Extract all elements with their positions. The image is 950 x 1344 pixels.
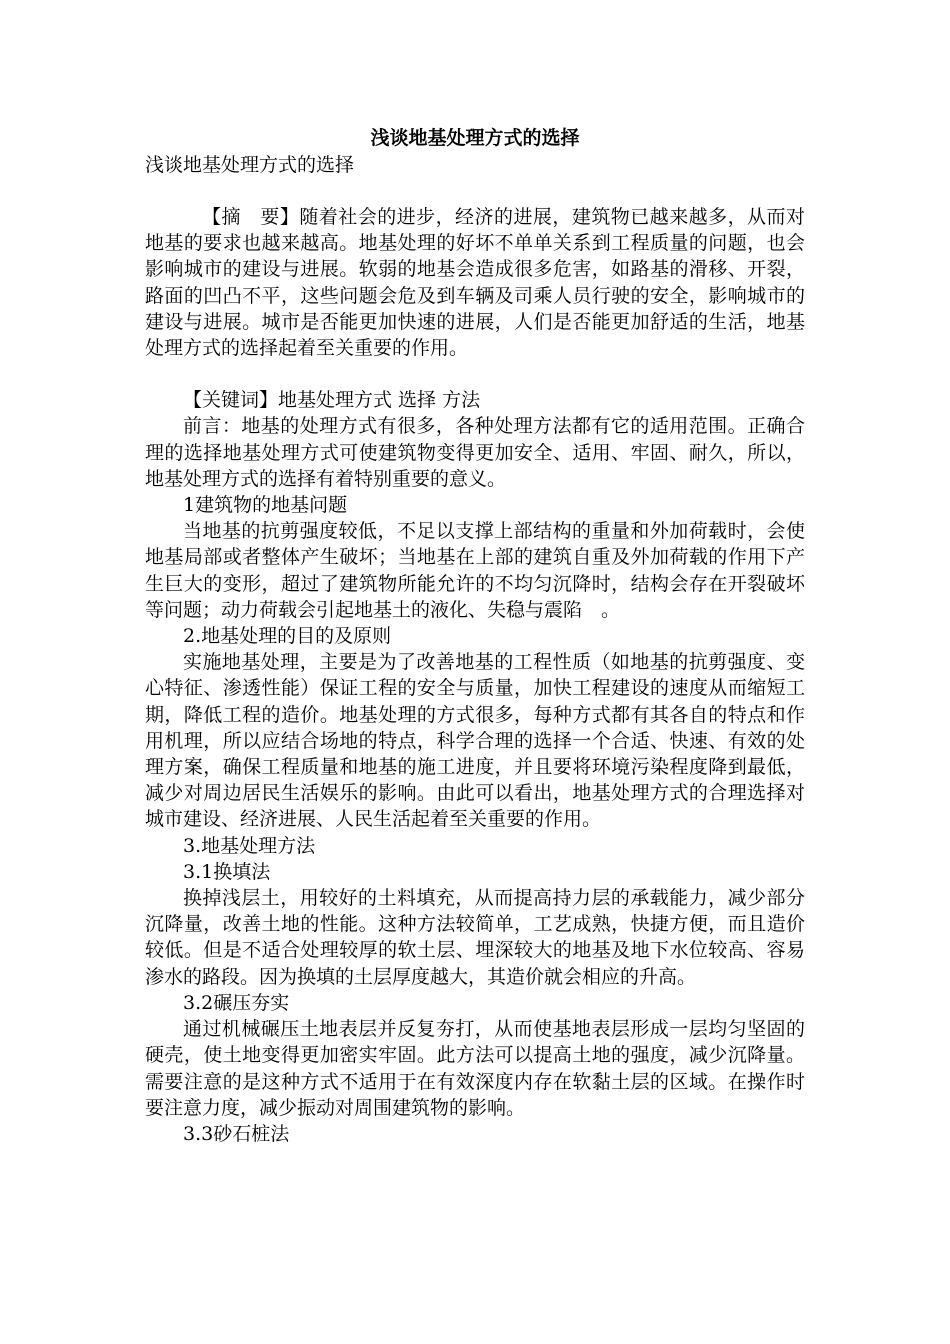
document-title: 浅谈地基处理方式的选择 <box>370 127 580 149</box>
subsection-heading-3-1: 3.1换填法 <box>183 860 271 883</box>
body-paragraph: 当地基的抗剪强度较低，不足以支撑上部结构的重量和外加荷载时，会使地基局部或者整体产生破坏；当地基在上部的建筑自重及外加荷载的作用下产生巨大的变形，超过了建筑物所能允许的不均匀沉降时，结构会存在开裂破坏等问题；动力荷载会引起地基土的液化、失稳与震陷 。 <box>145 520 805 621</box>
preface-paragraph: 前言：地基的处理方式有很多，各种处理方法都有它的适用范围。正确合理的选择地基处理方式可使建筑物变得更加安全、适用、牢固、耐久，所以，地基处理方式的选择有着特别重要的意义。 <box>145 415 805 490</box>
document-page <box>145 124 805 1147</box>
spacer <box>145 178 805 204</box>
section-heading-3: 3.地基处理方法 <box>183 834 316 857</box>
subsection-heading-3-3: 3.3砂石桩法 <box>183 1122 290 1145</box>
section-heading-2: 2.地基处理的目的及原则 <box>183 625 392 648</box>
abstract-paragraph: 【摘 要】随着社会的进步，经济的进展，建筑物已越来越多，从而对地基的要求也越来越高。地基处理的好坏不单单关系到工程质量的问题，也会影响城市的建设与进展。软弱的地基会造成很多危害，如路基的滑移、开裂，路面的凹凸不平，这些问题会危及到车辆及司乘人员行驶的安全，影响城市的建设与进展。城市是否能更加快速的进展，人们是否能更加舒适的生活，地基处理方式的选择起着至关重要的作用。 <box>145 206 805 360</box>
document-subtitle: 浅谈地基处理方式的选择 <box>145 154 355 176</box>
section-heading-1: 1建筑物的地基问题 <box>183 494 348 517</box>
spacer <box>145 361 805 387</box>
body-paragraph: 换掉浅层土，用较好的土料填充，从而提高持力层的承载能力，减少部分沉降量，改善土地的性能。这种方法较简单，工艺成熟，快捷方便，而且造价较低。但是不适合处理较厚的软土层、埋深较大的地基及地下水位较高、容易渗水的路段。因为换填的土层厚度越大，其造价就会相应的升高。 <box>145 887 805 988</box>
keywords-paragraph: 【关键词】地基处理方式 选择 方法 <box>183 389 481 412</box>
body-paragraph: 实施地基处理，主要是为了改善地基的工程性质（如地基的抗剪强度、变心特征、渗透性能）保证工程的安全与质量，加快工程建设的速度从而缩短工期，降低工程的造价。地基处理的方式很多，每种方式都有其各自的特点和作用机理，所以应结合场地的特点，科学合理的选择一个合适、快速、有效的处理方案，确保工程质量和地基的施工进度，并且要将环境污染程度降到最低，减少对周边居民生活娱乐的影响。由此可以看出，地基处理方式的合理选择对城市建设、经济进展、人民生活起着至关重要的作用。 <box>145 651 805 831</box>
subsection-heading-3-2: 3.2碾压夯实 <box>183 991 290 1014</box>
body-paragraph: 通过机械碾压土地表层并反复夯打，从而使基地表层形成一层均匀坚固的硬壳，使土地变得更加密实牢固。此方法可以提高土地的强度，减少沉降量。需要注意的是这种方式不适用于在有效深度内存在软黏土层的区域。在操作时要注意力度，减少振动对周围建筑物的影响。 <box>145 1018 805 1119</box>
